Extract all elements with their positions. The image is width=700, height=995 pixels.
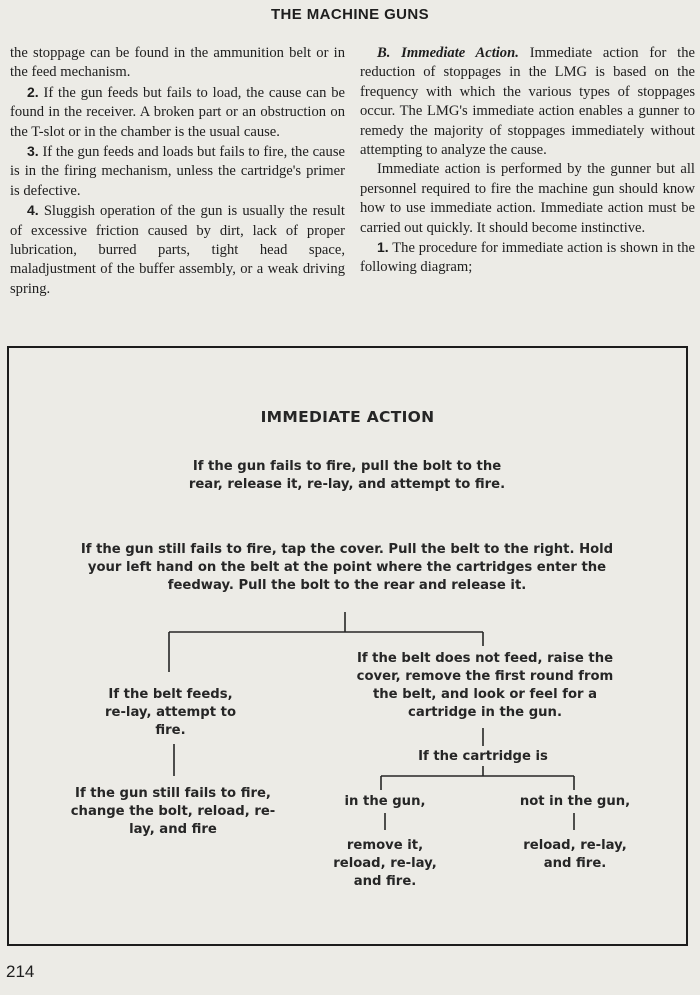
paragraph-4 (10, 201, 345, 299)
in-gun-action-box: remove it, reload, re-lay, and fire. (333, 838, 437, 889)
cartridge-is-box: If the cartridge is (418, 749, 548, 764)
section-heading: B. Immediate Action. (377, 45, 519, 61)
paragraph-text: The procedure for immediate action is shown in the following diagram; (360, 240, 695, 276)
section-b-paragraph (360, 44, 695, 160)
step-2-box: If the gun still fails to fire, tap the cover. Pull the belt to the right. Hold your left hand on the belt at the point where the cartridges enter the feedway. Pull the bolt to the rear and release it. (80, 542, 614, 593)
left-column (10, 44, 345, 299)
paragraph-continued: the stoppage can be found in the ammunition belt or in the feed mechanism. (10, 45, 345, 81)
still-fails-box: If the gun still fails to fire, change the bolt, reload, re-lay, and fire (70, 786, 276, 837)
belt-not-feed-box: If the belt does not feed, raise the cover, remove the first round from the belt, and look or feel for a cartridge in the gun. (356, 651, 614, 720)
running-header: THE MACHINE GUNS (270, 6, 430, 23)
immediate-action-diagram (7, 346, 688, 946)
paragraph-number: 2. (27, 83, 39, 100)
paragraph-number: 1. (377, 239, 389, 256)
paragraph-2 (10, 83, 345, 142)
not-in-gun-action-box: reload, re-lay, and fire. (523, 838, 627, 871)
paragraph-3 (10, 142, 345, 201)
paragraph-1 (360, 238, 695, 278)
paragraph-number: 3. (27, 143, 39, 160)
diagram-title: IMMEDIATE ACTION (260, 408, 435, 426)
not-in-gun-box: not in the gun, (519, 794, 631, 809)
page-number: 214 (6, 962, 35, 981)
in-gun-box: in the gun, (344, 794, 426, 809)
paragraph-text: If the gun feeds and loads but fails to fire, the cause is in the firing mechanism, unless the cartridge's primer is defective. (10, 144, 345, 199)
paragraph-text: Immediate action for the reduction of stoppages in the LMG is based on the frequency with which the various types of stoppages occur. The LMG's immediate action enables a gunner to remedy the majority of stoppages immediately without attempting to analyze the cause. (360, 45, 695, 159)
paragraph-text: Sluggish operation of the gun is usually the result of excessive friction caused by dirt, lack of proper lubrication, burred parts, tight head space, maladjustment of the buffer assembly, or a weak driving spring. (10, 203, 345, 297)
paragraph-text: If the gun feeds but fails to load, the cause can be found in the receiver. A broken part or an obstruction on the T-slot or in the chamber is the usual cause. (10, 84, 345, 140)
step-1-box: If the gun fails to fire, pull the bolt to the rear, release it, re-lay, and attempt to fire. (188, 459, 506, 492)
belt-feeds-box: If the belt feeds, re-lay, attempt to fire. (105, 687, 236, 738)
right-column (360, 44, 695, 278)
paragraph-immediate-action: Immediate action is performed by the gunner but all personnel required to fire the machine gun should know how to use immediate action. Immediate action must be carried out quickly. It should become instinctive. (360, 161, 695, 236)
paragraph-number: 4. (27, 202, 39, 219)
